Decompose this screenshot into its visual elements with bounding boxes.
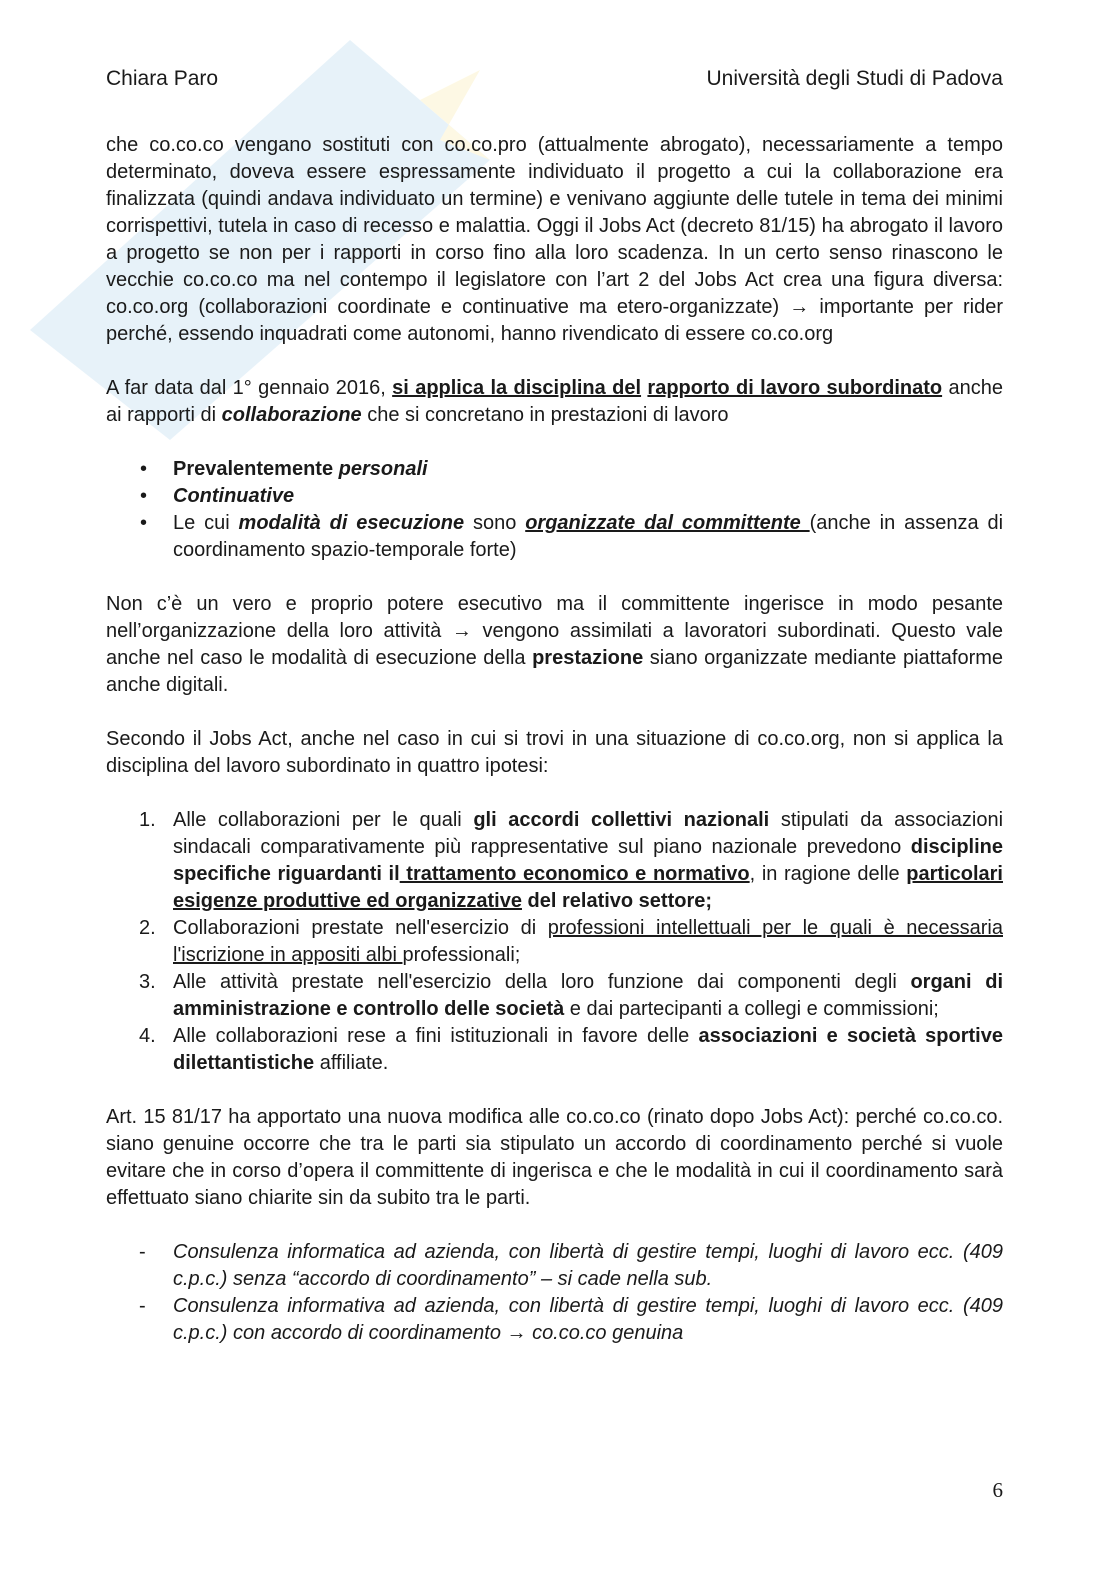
bullet-list [106,456,1003,564]
emphasis-text: discipline specifiche riguardanti il [173,836,1003,885]
paragraph-art15: Art. 15 81/17 ha apportato una nuova modifica alle co.co.co (rinato dopo Jobs Act): perché co.co.co. siano genuine occorre che tra le parti sia stipulato un accordo di coordinamento perché si vuole evitare che in corso d’opera il committente di ingerisca e che le modalità in cui il coordinamento sarà effettuato siano chiarite sin da subito tra le parti. [106,1106,1003,1209]
text-span: e dai partecipanti a collegi e commissioni; [564,998,939,1020]
list-item [106,915,1003,969]
emphasis-text: gli accordi collettivi nazionali [473,809,770,831]
emphasis-text: personali [338,458,428,480]
bullet-marker: • [140,458,148,480]
list-number: 1. [139,809,156,831]
text-span: Alle collaborazioni rese a fini istituzionali in favore delle [173,1025,699,1047]
text-span: Alle collaborazioni per le quali [173,809,474,831]
page-number: 6 [992,1478,1003,1502]
list-number: 2. [139,917,156,939]
emphasis-text: Prevalentemente [173,458,339,480]
text-span: Le cui [173,512,239,534]
emphasis-text: organi di amministrazione e controllo delle società [173,971,1003,1020]
dash-marker: - [139,1295,146,1317]
emphasis-text: del relativo settore; [521,890,713,912]
emphasis-text: organizzate dal committente [525,512,810,534]
header-author: Chiara Paro [106,67,219,90]
text-span: che si concretano in prestazioni di lavoro [361,404,729,426]
text-span: siano organizzate mediante piattaforme anche digitali. [106,647,1004,696]
text-span: (anche in assenza di coordinamento spazio-temporale forte) [173,512,1004,561]
dash-list [106,1239,1003,1347]
underlined-text: professioni intellettuali per le quali è necessaria l'iscrizione in appositi albi [173,917,1003,966]
text-span: anche ai rapporti di [106,377,1003,426]
paragraph-ipotesi: Secondo il Jobs Act, anche nel caso in cui si trovi in una situazione di co.co.org, non si applica la disciplina del lavoro subordinato in quattro ipotesi: [106,728,1003,777]
list-item [106,510,1003,564]
emphasis-text: prestazione [532,647,644,669]
emphasis-text: modalità di esecuzione [238,512,465,534]
list-item [106,1239,1003,1293]
numbered-list [106,807,1003,1077]
text-span: professionali; [402,944,521,966]
emphasis-text: rapporto di lavoro subordinato [647,377,943,399]
list-item [106,807,1003,915]
bullet-marker: • [140,512,148,534]
emphasis-text: particolari esigenze produttive ed organizzative [173,863,1003,912]
text-span: affiliate. [314,1052,389,1074]
paragraph-potere [106,591,1003,699]
list-item [106,969,1003,1023]
emphasis-text: Continuative [173,485,295,507]
list-item [106,1023,1003,1077]
paragraph-disciplina [106,375,1003,429]
text-span: sono [464,512,526,534]
text-span: A far data dal 1° gennaio 2016, [106,377,393,399]
paragraph-cocopro: che co.co.co vengano sostituti con co.co.pro (attualmente abrogato), necessariamente a tempo determinato, doveva essere espressamente individuato il progetto a cui la collaborazione era finalizzata (quindi andava individuato un termine) e venivano aggiunte delle tutele in tema dei minimi corrispettivi, tutela in caso di recesso e malattia. Oggi il Jobs Act (decreto 81/15) ha abrogato il lavoro a progetto se non per i rapporti in corso fino alla loro scadenza. In un certo senso rinascono le vecchie co.co.co ma nel contempo il legislatore con l’art 2 del Jobs Act crea una figura diversa: co.co.org (collaborazioni coordinate e continuative ma etero-organizzate) → importante per rider perché, essendo inquadrati come autonomi, hanno rivendicato di essere co.co.org [106,134,1003,345]
text-span: , in ragione delle [749,863,907,885]
list-item [106,456,1003,483]
emphasis-text: associazioni e società sportive dilettantistiche [173,1025,1003,1074]
text-span: Collaborazioni prestate nell'esercizio di [173,917,548,939]
list-item [106,1293,1003,1347]
document-body [106,132,1003,1347]
header-university: Università degli Studi di Padova [706,67,1003,90]
emphasis-text: si applica la disciplina del [392,377,642,399]
list-item [106,483,1003,510]
emphasis-text: trattamento economico e normativo [399,863,750,885]
bullet-marker: • [140,485,148,507]
text-span: stipulati da associazioni sindacali comparativamente più rappresentative sul piano nazionale prevedono [173,809,1004,858]
list-number: 4. [139,1025,156,1047]
emphasis-text: collaborazione [221,404,362,426]
dash-marker: - [139,1241,146,1263]
text-span: Non c’è un vero e proprio potere esecutivo ma il committente ingerisce in modo pesante nell’organizzazione della loro attività → vengono assimilati a lavoratori subordinati. Questo vale anche nel caso le modalità di esecuzione della [106,593,1003,669]
list-number: 3. [139,971,156,993]
text-span: Alle attività prestate nell'esercizio della loro funzione dai componenti degli [173,971,911,993]
text-span: Consulenza informatica ad azienda, con libertà di gestire tempi, luoghi di lavoro ecc. (409 c.p.c.) senza “accordo di coordinamento” – si cade nella sub. [173,1241,1003,1290]
text-span: Consulenza informativa ad azienda, con libertà di gestire tempi, luoghi di lavoro ecc. (409 c.p.c.) con accordo di coordinamento → co.co.co genuina [173,1295,1003,1344]
